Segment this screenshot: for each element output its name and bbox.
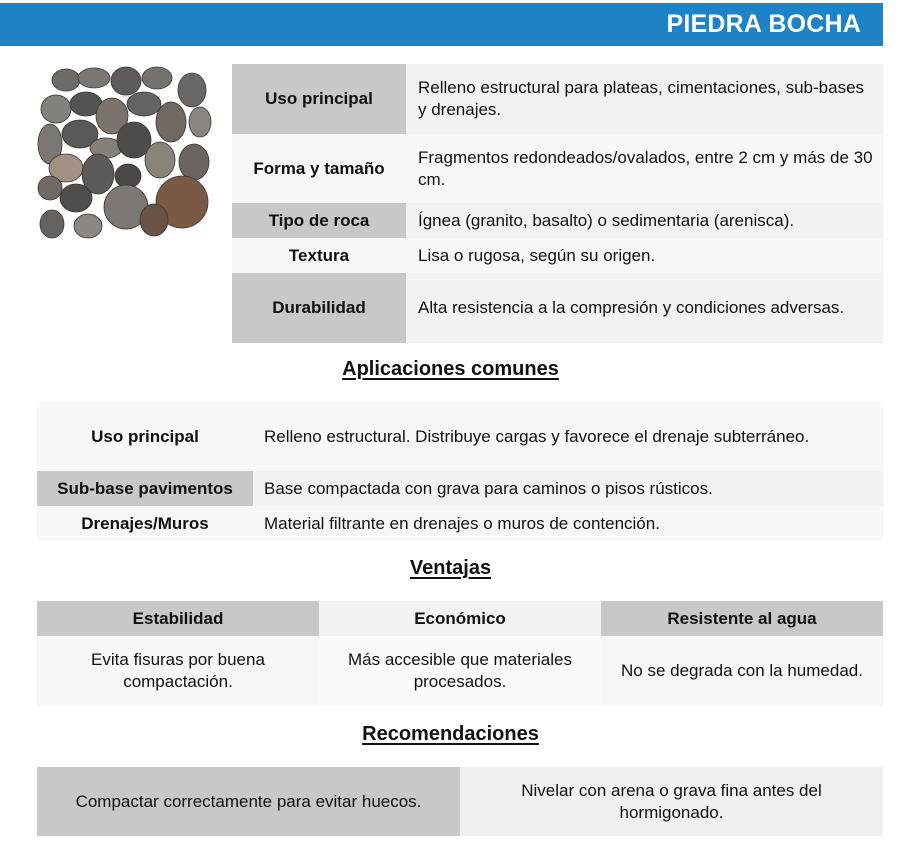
spec-value: Ígnea (granito, basalto) o sedimentaria (arenisca). — [406, 203, 883, 238]
advantage-heading: Resistente al agua — [601, 601, 883, 636]
advantage-heading: Económico — [319, 601, 601, 636]
advantage-heading: Estabilidad — [37, 601, 319, 636]
application-label: Drenajes/Muros — [37, 506, 253, 541]
spec-label: Uso principal — [232, 64, 406, 134]
spec-row-tipo-roca — [232, 203, 883, 238]
title-banner — [0, 3, 883, 46]
advantages-table — [37, 601, 883, 706]
application-value: Material filtrante en drenajes o muros de contención. — [253, 506, 883, 541]
spec-row-forma — [232, 134, 883, 203]
advantage-text: Más accesible que materiales procesados. — [319, 636, 601, 706]
section-title-advantages: Ventajas — [409, 557, 492, 579]
spec-value: Relleno estructural para plateas, cimentaciones, sub-bases y drenajes. — [406, 64, 883, 134]
spec-label: Durabilidad — [232, 273, 406, 343]
section-title-applications: Aplicaciones comunes — [342, 358, 559, 380]
advantage-column — [37, 601, 319, 706]
application-label: Uso principal — [37, 402, 253, 471]
spec-row-uso-principal — [232, 64, 883, 134]
spec-label: Tipo de roca — [232, 203, 406, 238]
application-value: Base compactada con grava para caminos o pisos rústicos. — [253, 471, 883, 506]
section-title-recommendations: Recomendaciones — [362, 723, 539, 745]
stones-image — [36, 64, 212, 242]
applications-table — [37, 402, 883, 541]
application-row — [37, 471, 883, 506]
recommendation-item: Compactar correctamente para evitar huecos. — [37, 767, 460, 836]
page-title: PIEDRA BOCHA — [666, 10, 861, 38]
advantage-column — [319, 601, 601, 706]
recommendations-table — [37, 767, 883, 836]
recommendation-item: Nivelar con arena o grava fina antes del hormigonado. — [460, 767, 883, 836]
application-value: Relleno estructural. Distribuye cargas y favorece el drenaje subterráneo. — [253, 402, 883, 471]
advantage-text: Evita fisuras por buena compactación. — [37, 636, 319, 706]
spec-label: Forma y tamaño — [232, 134, 406, 203]
spec-label: Textura — [232, 238, 406, 273]
spec-row-durabilidad — [232, 273, 883, 343]
spec-value: Lisa o rugosa, según su origen. — [406, 238, 883, 273]
spec-value: Alta resistencia a la compresión y condiciones adversas. — [406, 273, 883, 343]
advantage-column — [601, 601, 883, 706]
spec-row-textura — [232, 238, 883, 273]
spec-value: Fragmentos redondeados/ovalados, entre 2 cm y más de 30 cm. — [406, 134, 883, 203]
specs-table — [232, 64, 883, 343]
application-row — [37, 506, 883, 541]
advantage-text: No se degrada con la humedad. — [601, 636, 883, 706]
application-label: Sub-base pavimentos — [37, 471, 253, 506]
application-row — [37, 402, 883, 471]
